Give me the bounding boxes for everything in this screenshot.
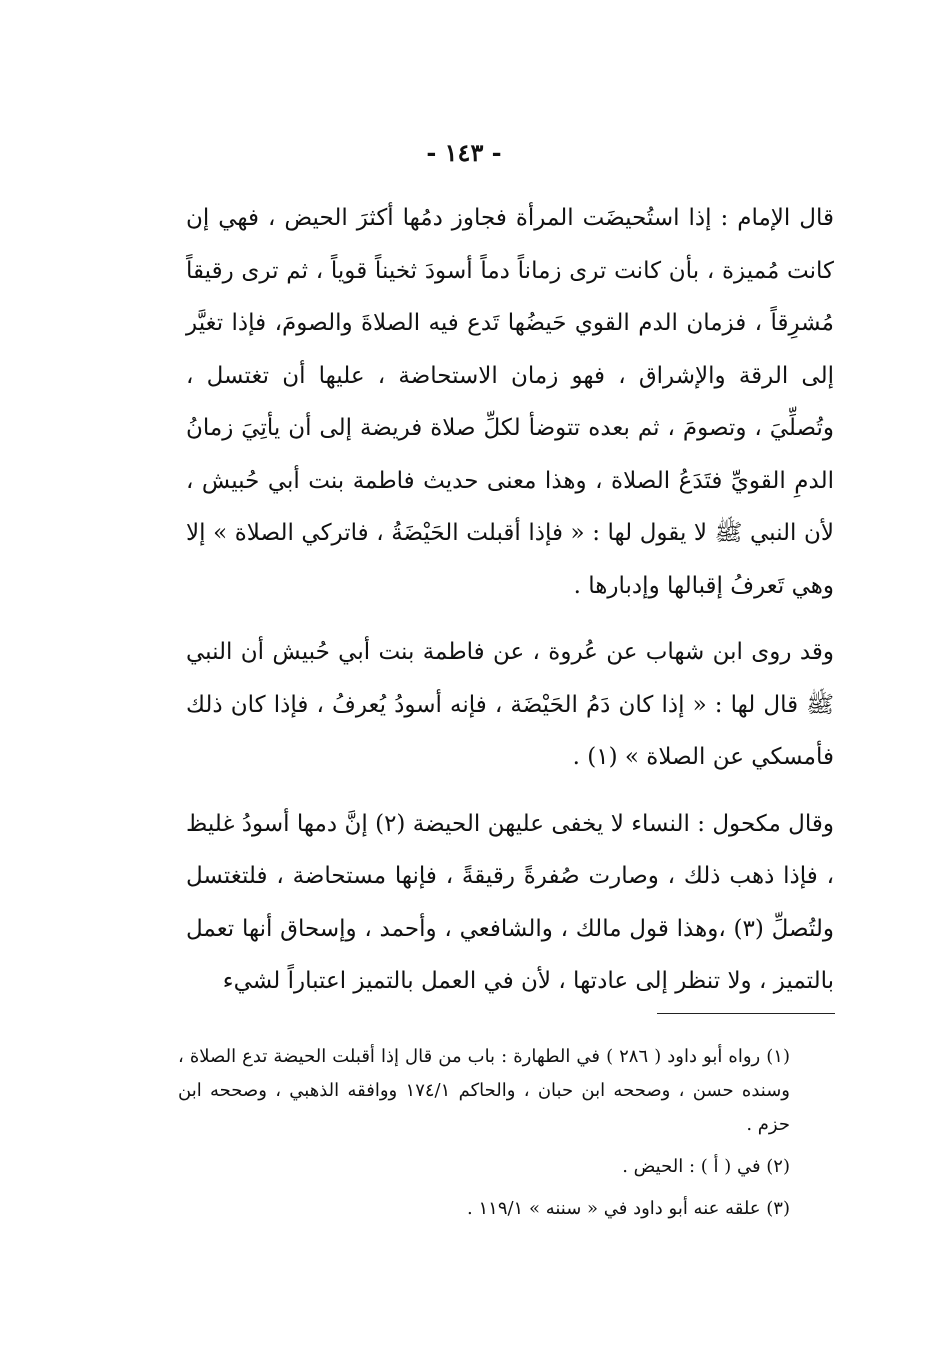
footnote-2: (٢) في ( أ ) : الحيض .: [622, 1156, 790, 1177]
paragraph-imam-ruling: قال الإمام : إذا استُحيضَت المرأة فجاوز دمُها أكثرَ الحيض ، فهي إن كانت مُميزة ، بأن كانت ترى زماناً دماً أسودَ ثخيناً قوياً ، ثم ترى رقيقاً مُشرِقاً ، فزمان الدم القوي حَيضُها تَدع فيه الصلاةَ والصومَ، فإذا تغيَّر إلى الرقة والإشراق ، فهو زمان الاستحاضة ، عليها أن تغتسل ، وتُصلِّيَ ، وتصومَ ، ثم بعده تتوضأ لكلِّ صلاة فريضة إلى أن يأتِيَ زمانُ الدمِ القويِّ فتَدَعُ الصلاة ، وهذا معنى حديث فاطمة بنت أبي حُبيش ، لأن النبي ﷺ لا يقول لها : « فإذا أقبلت الحَيْضَةُ ، فاتركي الصلاة » إلا وهي تَعرفُ إقبالها وإدبارها .: [186, 205, 835, 599]
paragraph-ibn-shihab-hadith: وقد روى ابن شهاب عن عُروة ، عن فاطمة بنت أبي حُبيش أن النبي ﷺ قال لها : « إذا كان دَمُ الحَيْضَة ، فإنه أسودُ يُعرفُ ، فإذا كان ذلك فأمسكي عن الصلاة » (١) .: [186, 639, 834, 770]
footnote-separator: [657, 1013, 835, 1014]
footnote-3: (٣) علقه عنه أبو داود في « سننه » ١١٩/١ .: [467, 1198, 790, 1219]
footnote-1: (١) رواه أبو داود ( ٢٨٦ ) في الطهارة : باب من قال إذا أقبلت الحيضة تدع الصلاة ، وسنده حسن ، وصححه ابن حبان ، والحاكم ١٧٤/١ ووافقه الذهبي ، وصححه ابن حزم .: [178, 1046, 790, 1135]
main-text: [186, 192, 834, 1008]
footnotes: [178, 1040, 790, 1226]
page-number: - ١٤٣ -: [426, 138, 502, 167]
paragraph-makhul-statement: وقال مكحول : النساء لا يخفى عليهن الحيضة (٢) إنَّ دمها أسودُ غليظ ، فإذا ذهب ذلك ، وصارت صُفرةً رقيقةً ، فإنها مستحاضة ، فلتغتسل ولتُصلِّ (٣) ،وهذا قول مالك ، والشافعي ، وأحمد ، وإسحاق أنها تعمل بالتميز ، ولا تنظر إلى عادتها ، لأن في العمل بالتميز اعتباراً لشيء: [186, 810, 834, 994]
